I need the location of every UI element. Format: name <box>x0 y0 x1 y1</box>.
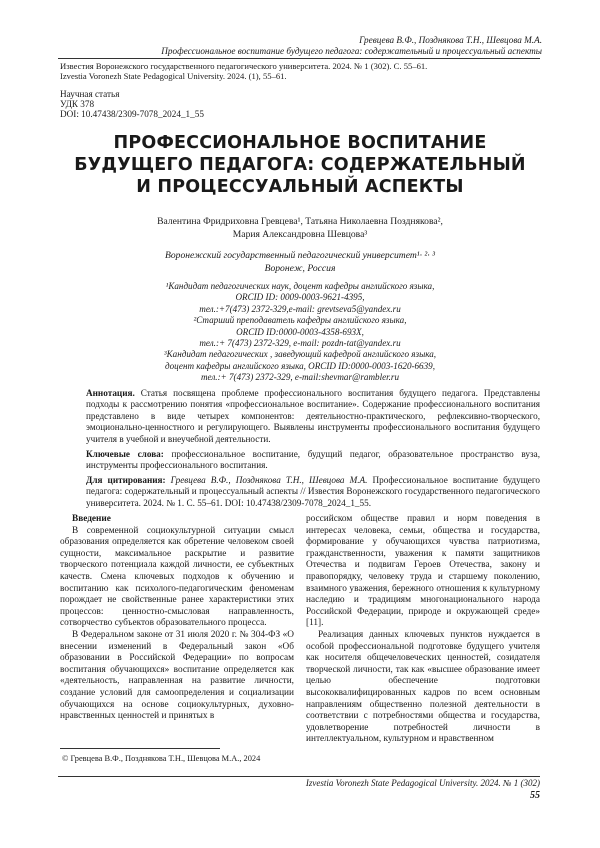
footnote-rule <box>60 748 220 749</box>
authors <box>60 216 540 241</box>
abstract-label: Аннотация. <box>86 388 135 398</box>
citation-text: Профессиональное воспитание будущего педагога: содержательный и процессуальный аспекты // Известия Воронежского государственного педагогического университета. 2024. № 1. С. 55–61. DOI: 10.47438/2309-7078_2024_1_55. <box>86 475 540 508</box>
title-line: ПРОФЕССИОНАЛЬНОЕ ВОСПИТАНИЕ <box>113 133 487 153</box>
title-line: БУДУЩЕГО ПЕДАГОГА: СОДЕРЖАТЕЛЬНЫЙ <box>74 155 526 175</box>
footer-rule <box>58 776 540 777</box>
source-ru: Известия Воронежского государственного педагогического университета. 2024. № 1 (302). С. 55–61. <box>60 61 428 71</box>
affiliation-line: ²Старший преподаватель кафедры английского языка, <box>193 315 407 326</box>
institution-city: Воронеж, Россия <box>264 262 336 274</box>
section-heading: Введение <box>72 514 111 524</box>
header-rule <box>58 58 540 59</box>
abstract <box>86 388 540 445</box>
footer-journal: Izvestia Voronezh State Pedagogical University. 2024. № 1 (302) <box>305 778 540 788</box>
citation-label: Для цитирования: <box>86 475 166 485</box>
paragraph: Реализация данных ключевых пунктов нуждается в особой профессиональной подготовке будущего учителя как носителя общечеловеческих ценностей, созидателя творческой личности, так как «высшее образование имеет целью обеспечение подготовки высококвалифицированных кадров по всем основным направлениям общественно полезной деятельности в соответствии с потребностями общества и государства, удовлетворение потребностей личности в интеллектуальном, культурном и нравственном <box>306 629 540 745</box>
affiliation-line: ORCID ID:0000-0003-4358-693X, <box>236 326 364 337</box>
citation <box>86 475 540 509</box>
left-column <box>60 514 294 723</box>
affiliations <box>60 281 540 384</box>
article-type: Научная статья <box>60 89 120 99</box>
paragraph: российском обществе правил и норм поведения в интересах человека, семьи, общества и государства, формирование у обучающихся чувства патриотизма, гражданственности, уважения к памяти защитников Отечества и подвигам Героев Отечества, закону и правопорядку, человеку труда и старшему поколению, взаимного уважения, бережного отношения к культурному наследию и традициям многонационального народа Российской Федерации, природе и окружающей среде» [11]. <box>306 514 540 629</box>
affiliation-line: ¹Кандидат педагогических наук, доцент кафедры английского языка, <box>165 281 435 291</box>
paragraph: В современной социокультурной ситуации смысл образования определяется как обретение человеком своей сущности, максимальное раскрытие и развитие творческого потенциала каждой личности, ее субъектных качеств. Смена ключевых подходов к обучению и воспитанию как психолого-педагогическим феноменам порождает не свойственные ранее характеристики этих процессов: ценностно-смысловая направленность, сотворчество субъектов образовательного процесса. <box>60 525 294 629</box>
running-head-authors: Гревцева В.Ф., Позднякова Т.Н., Шевцова М.А. <box>359 35 542 45</box>
institution <box>60 250 540 275</box>
article-title <box>40 132 560 198</box>
authors-line: Мария Александровна Шевцова³ <box>232 228 368 240</box>
paragraph: В Федеральном законе от 31 июля 2020 г. № 304-ФЗ «О внесении изменений в Федеральный закон «Об образовании в Российской Федерации» по вопросам воспитания обучающихся» воспитание определяется как «деятельность, направленная на развитие личности, создание условий для самоопределения и социализации обучающихся на основе социокультурных, духовно-нравственных ценностей и принятых в <box>60 629 294 722</box>
source-en: Izvestia Voronezh State Pedagogical University. 2024. (1), 55–61. <box>60 71 287 81</box>
keywords <box>86 449 540 472</box>
running-head-title: Профессиональное воспитание будущего педагога: содержательный и процессуальный аспекты <box>161 46 542 56</box>
authors-line: Валентина Фридриховна Гревцева¹, Татьяна Николаевна Позднякова², <box>157 216 443 227</box>
affiliation-line: тел.:+7(473) 2372-329,e-mail: grevtseva5@yandex.ru <box>199 303 401 314</box>
affiliation-line: тел.:+ 7(473) 2372-329, e-mail:shevmar@rambler.ru <box>200 372 400 383</box>
doi: DOI: 10.47438/2309-7078_2024_1_55 <box>60 109 204 119</box>
keywords-label: Ключевые слова: <box>86 449 164 459</box>
affiliation-line: тел.:+ 7(473) 2372-329, e-mail: pozdn-tat@yandex.ru <box>199 338 401 349</box>
page-number: 55 <box>530 790 540 801</box>
right-column <box>306 514 540 746</box>
affiliation-line: доцент кафедры английского языка, ORCID ID:0000-0003-1620-6639, <box>165 360 435 371</box>
abstract-text: Статья посвящена проблеме профессионального воспитания будущего педагога. Представлены подходы к рассмотрению понятия «профессиональное воспитание». Содержание профессионального воспитания представлено в виде четырех компонентов: деятельностно-практического, рефлексивно-творческого, эмоционально-ценностного и регулирующего. Выявлены инструменты профессионального воспитания будущего учителя в учебной и внеучебной деятельности. <box>86 388 540 444</box>
copyright-footnote: © Гревцева В.Ф., Позднякова Т.Н., Шевцова М.А., 2024 <box>62 754 261 763</box>
title-line: И ПРОЦЕССУАЛЬНЫЙ АСПЕКТЫ <box>136 177 464 197</box>
udk: УДК 378 <box>60 99 95 109</box>
affiliation-line: ORCID ID: 0009-0003-9621-4395, <box>235 292 365 303</box>
keywords-text: профессиональное воспитание, будущий педагог, образовательное пространство вуза, инструменты профессионального воспитания. <box>86 449 541 471</box>
affiliation-line: ³Кандидат педагогических , заведующий кафедрой английского языка, <box>163 349 437 360</box>
institution-name: Воронежский государственный педагогический университет¹· ²· ³ <box>165 250 435 261</box>
citation-authors: Гревцева В.Ф., Позднякова Т.Н., Шевцова М.А. <box>165 475 368 485</box>
